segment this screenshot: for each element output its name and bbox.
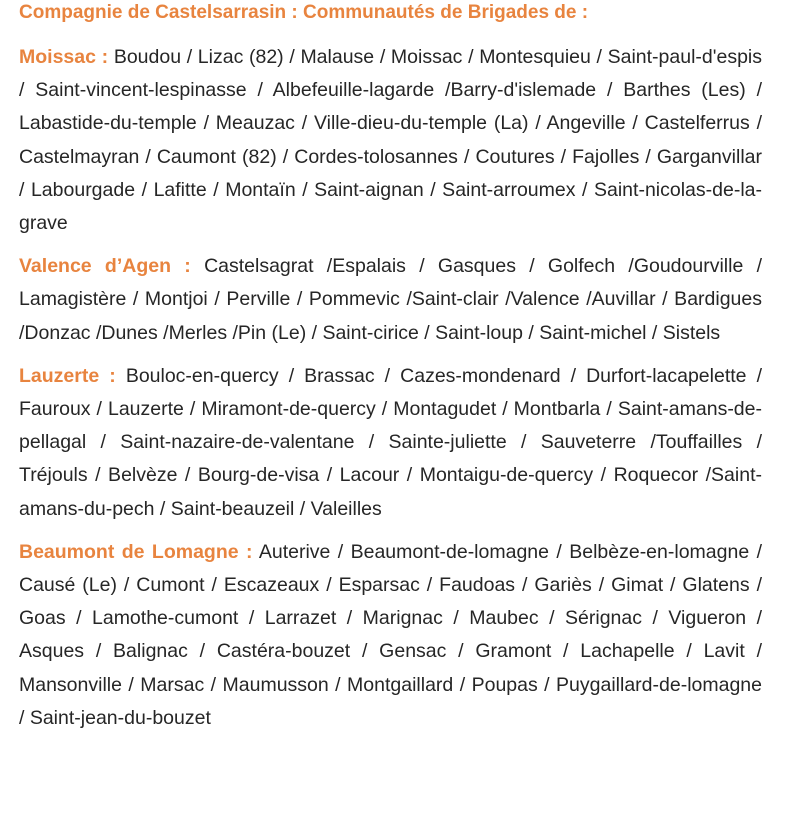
section-communes: Bouloc-en-quercy / Brassac / Cazes-mondenard / Durfort-lacapelette / Fauroux / Lauzerte / Miramont-de-quercy / Montagudet / Montbarla / Saint-amans-de-pellagal / Saint-nazaire-de-valentane / Sainte-juliette / Sauveterre /Touffailles / Tréjouls / Belvèze / Bourg-de-visa / Lacour / Montaigu-de-quercy / Roquecor /Saint-amans-du-pech / Saint-beauzeil / Valeilles xyxy=(19,364,762,520)
section-label: Beaumont de Lomagne : xyxy=(19,540,253,563)
section-lauzerte xyxy=(19,360,762,526)
section-moissac xyxy=(19,41,762,240)
section-communes: Castelsagrat /Espalais / Gasques / Golfech /Goudourville / Lamagistère / Montjoi / Perville / Pommevic /Saint-clair /Valence /Auvillar / Bardigues /Donzac /Dunes /Merles /Pin (Le) / Saint-cirice / Saint-loup / Saint-michel / Sistels xyxy=(19,255,762,344)
section-communes: Boudou / Lizac (82) / Malause / Moissac / Montesquieu / Saint-paul-d'espis / Saint-vincent-lespinasse / Albefeuille-lagarde /Barry-d'islemade / Barthes (Les) / Labastide-du-temple / Meauzac / Ville-dieu-du-temple (La) / Angeville / Castelferrus / Castelmayran / Caumont (82) / Cordes-tolosannes / Coutures / Fajolles / Garganvillar / Labourgade / Lafitte / Montaïn / Saint-aignan / Saint-arroumex / Saint-nicolas-de-la-grave xyxy=(19,46,763,235)
page-heading: Compagnie de Castelsarrasin : Communautés de Brigades de : xyxy=(19,2,589,23)
section-label: Lauzerte : xyxy=(19,364,116,387)
section-label: Valence d’Agen : xyxy=(19,255,191,278)
section-label: Moissac : xyxy=(19,46,109,68)
section-communes: Auterive / Beaumont-de-lomagne / Belbèze-en-lomagne / Causé (Le) / Cumont / Escazeaux / Esparsac / Faudoas / Gariès / Gimat / Glatens / Goas / Lamothe-cumont / Larrazet / Marignac / Maubec / Sérignac / Vigueron / Asques / Balignac / Castéra-bouzet / Gensac / Gramont / Lachapelle / Lavit / Mansonville / Marsac / Maumusson / Montgaillard / Poupas / Puygaillard-de-lomagne / Saint-jean-du-bouzet xyxy=(19,540,762,729)
section-beaumont-de-lomagne xyxy=(19,536,762,735)
section-valence-d-agen xyxy=(19,250,762,350)
